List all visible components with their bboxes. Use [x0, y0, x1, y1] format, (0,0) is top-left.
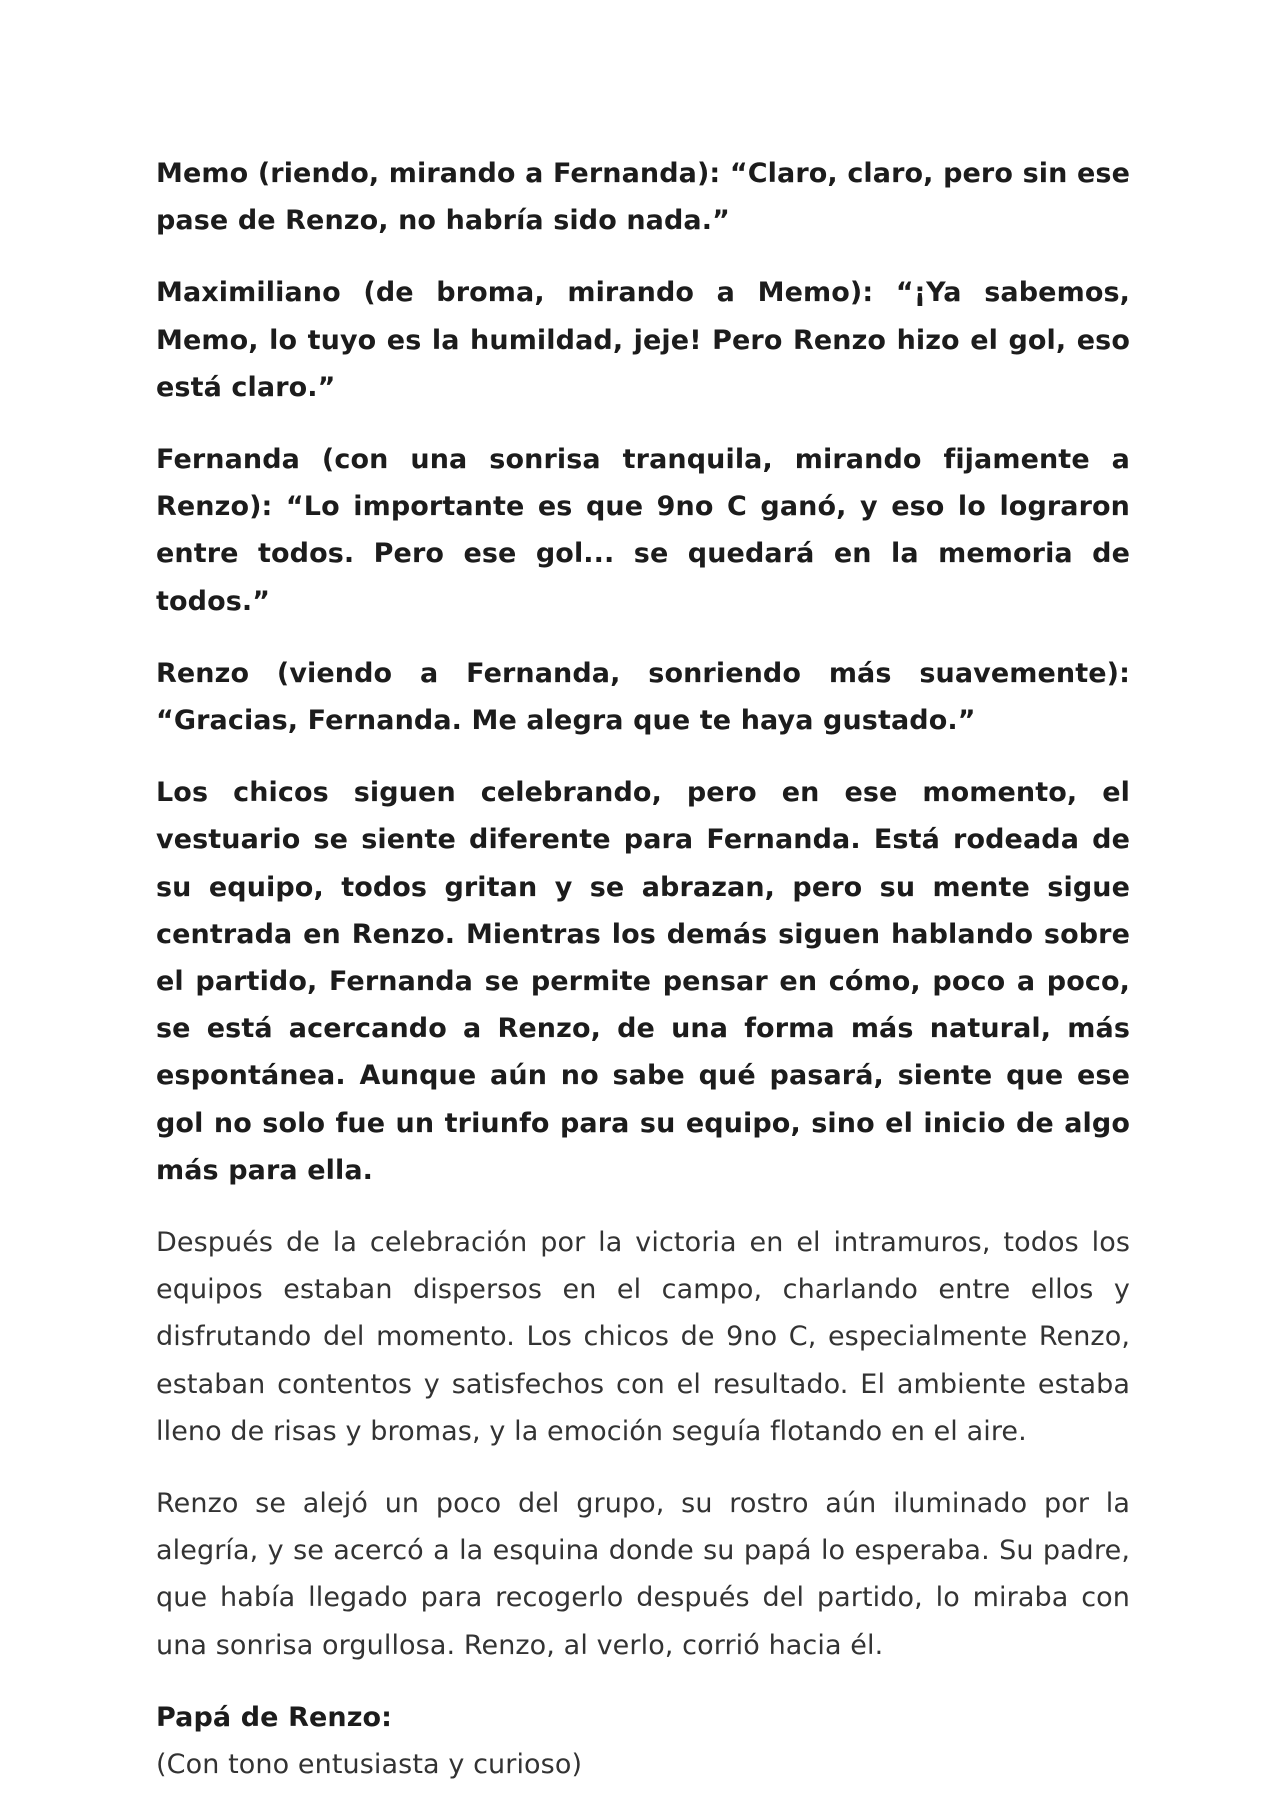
stage-direction: (Con tono entusiasta y curioso) [156, 1749, 583, 1781]
narration-paragraph-vestuario: Los chicos siguen celebrando, pero en ese momento, el vestuario se siente diferente para Fernanda. Está rodeada de su equipo, todos gritan y se abrazan, pero su mente sigue centrada en Renzo. Mientras los demás siguen hablando sobre el partido, Fernanda se permite pensar en cómo, poco a poco, se está acercando a Renzo, de una forma más natural, más espontánea. Aunque aún no sabe qué pasará, siente que ese gol no solo fue un triunfo para su equipo, sino el inicio de algo más para ella. [156, 777, 1130, 1186]
narration-paragraph-papa: Renzo se alejó un poco del grupo, su rostro aún iluminado por la alegría, y se acercó a la esquina donde su papá lo esperaba. Su padre, que había llegado para recogerlo después del partido, lo miraba con una sonrisa orgullosa. Renzo, al verlo, corrió hacia él. [156, 1488, 1130, 1661]
dialogue-paragraph-maximiliano: Maximiliano (de broma, mirando a Memo): “¡Ya sabemos, Memo, lo tuyo es la humildad, jeje! Pero Renzo hizo el gol, eso está claro.” [156, 277, 1130, 403]
dialogue-paragraph-renzo: Renzo (viendo a Fernanda, sonriendo más suavemente): “Gracias, Fernanda. Me alegra que te haya gustado.” [156, 657, 1130, 737]
dialogue-paragraph-fernanda: Fernanda (con una sonrisa tranquila, mirando fijamente a Renzo): “Lo importante es que 9no C ganó, y eso lo lograron entre todos. Pero ese gol... se quedará en la memoria de todos.” [156, 444, 1130, 617]
narration-paragraph-celebracion: Después de la celebración por la victoria en el intramuros, todos los equipos estaban dispersos en el campo, charlando entre ellos y disfrutando del momento. Los chicos de 9no C, especialmente Renzo, estaban contentos y satisfechos con el resultado. El ambiente estaba lleno de risas y bromas, y la emoción seguía flotando en el aire. [156, 1227, 1130, 1447]
speaker-block [156, 1694, 1130, 1788]
document-page [156, 150, 1130, 1788]
speaker-name: Papá de Renzo: [156, 1701, 393, 1733]
dialogue-paragraph-memo: Memo (riendo, mirando a Fernanda): “Claro, claro, pero sin ese pase de Renzo, no habría sido nada.” [156, 158, 1130, 237]
